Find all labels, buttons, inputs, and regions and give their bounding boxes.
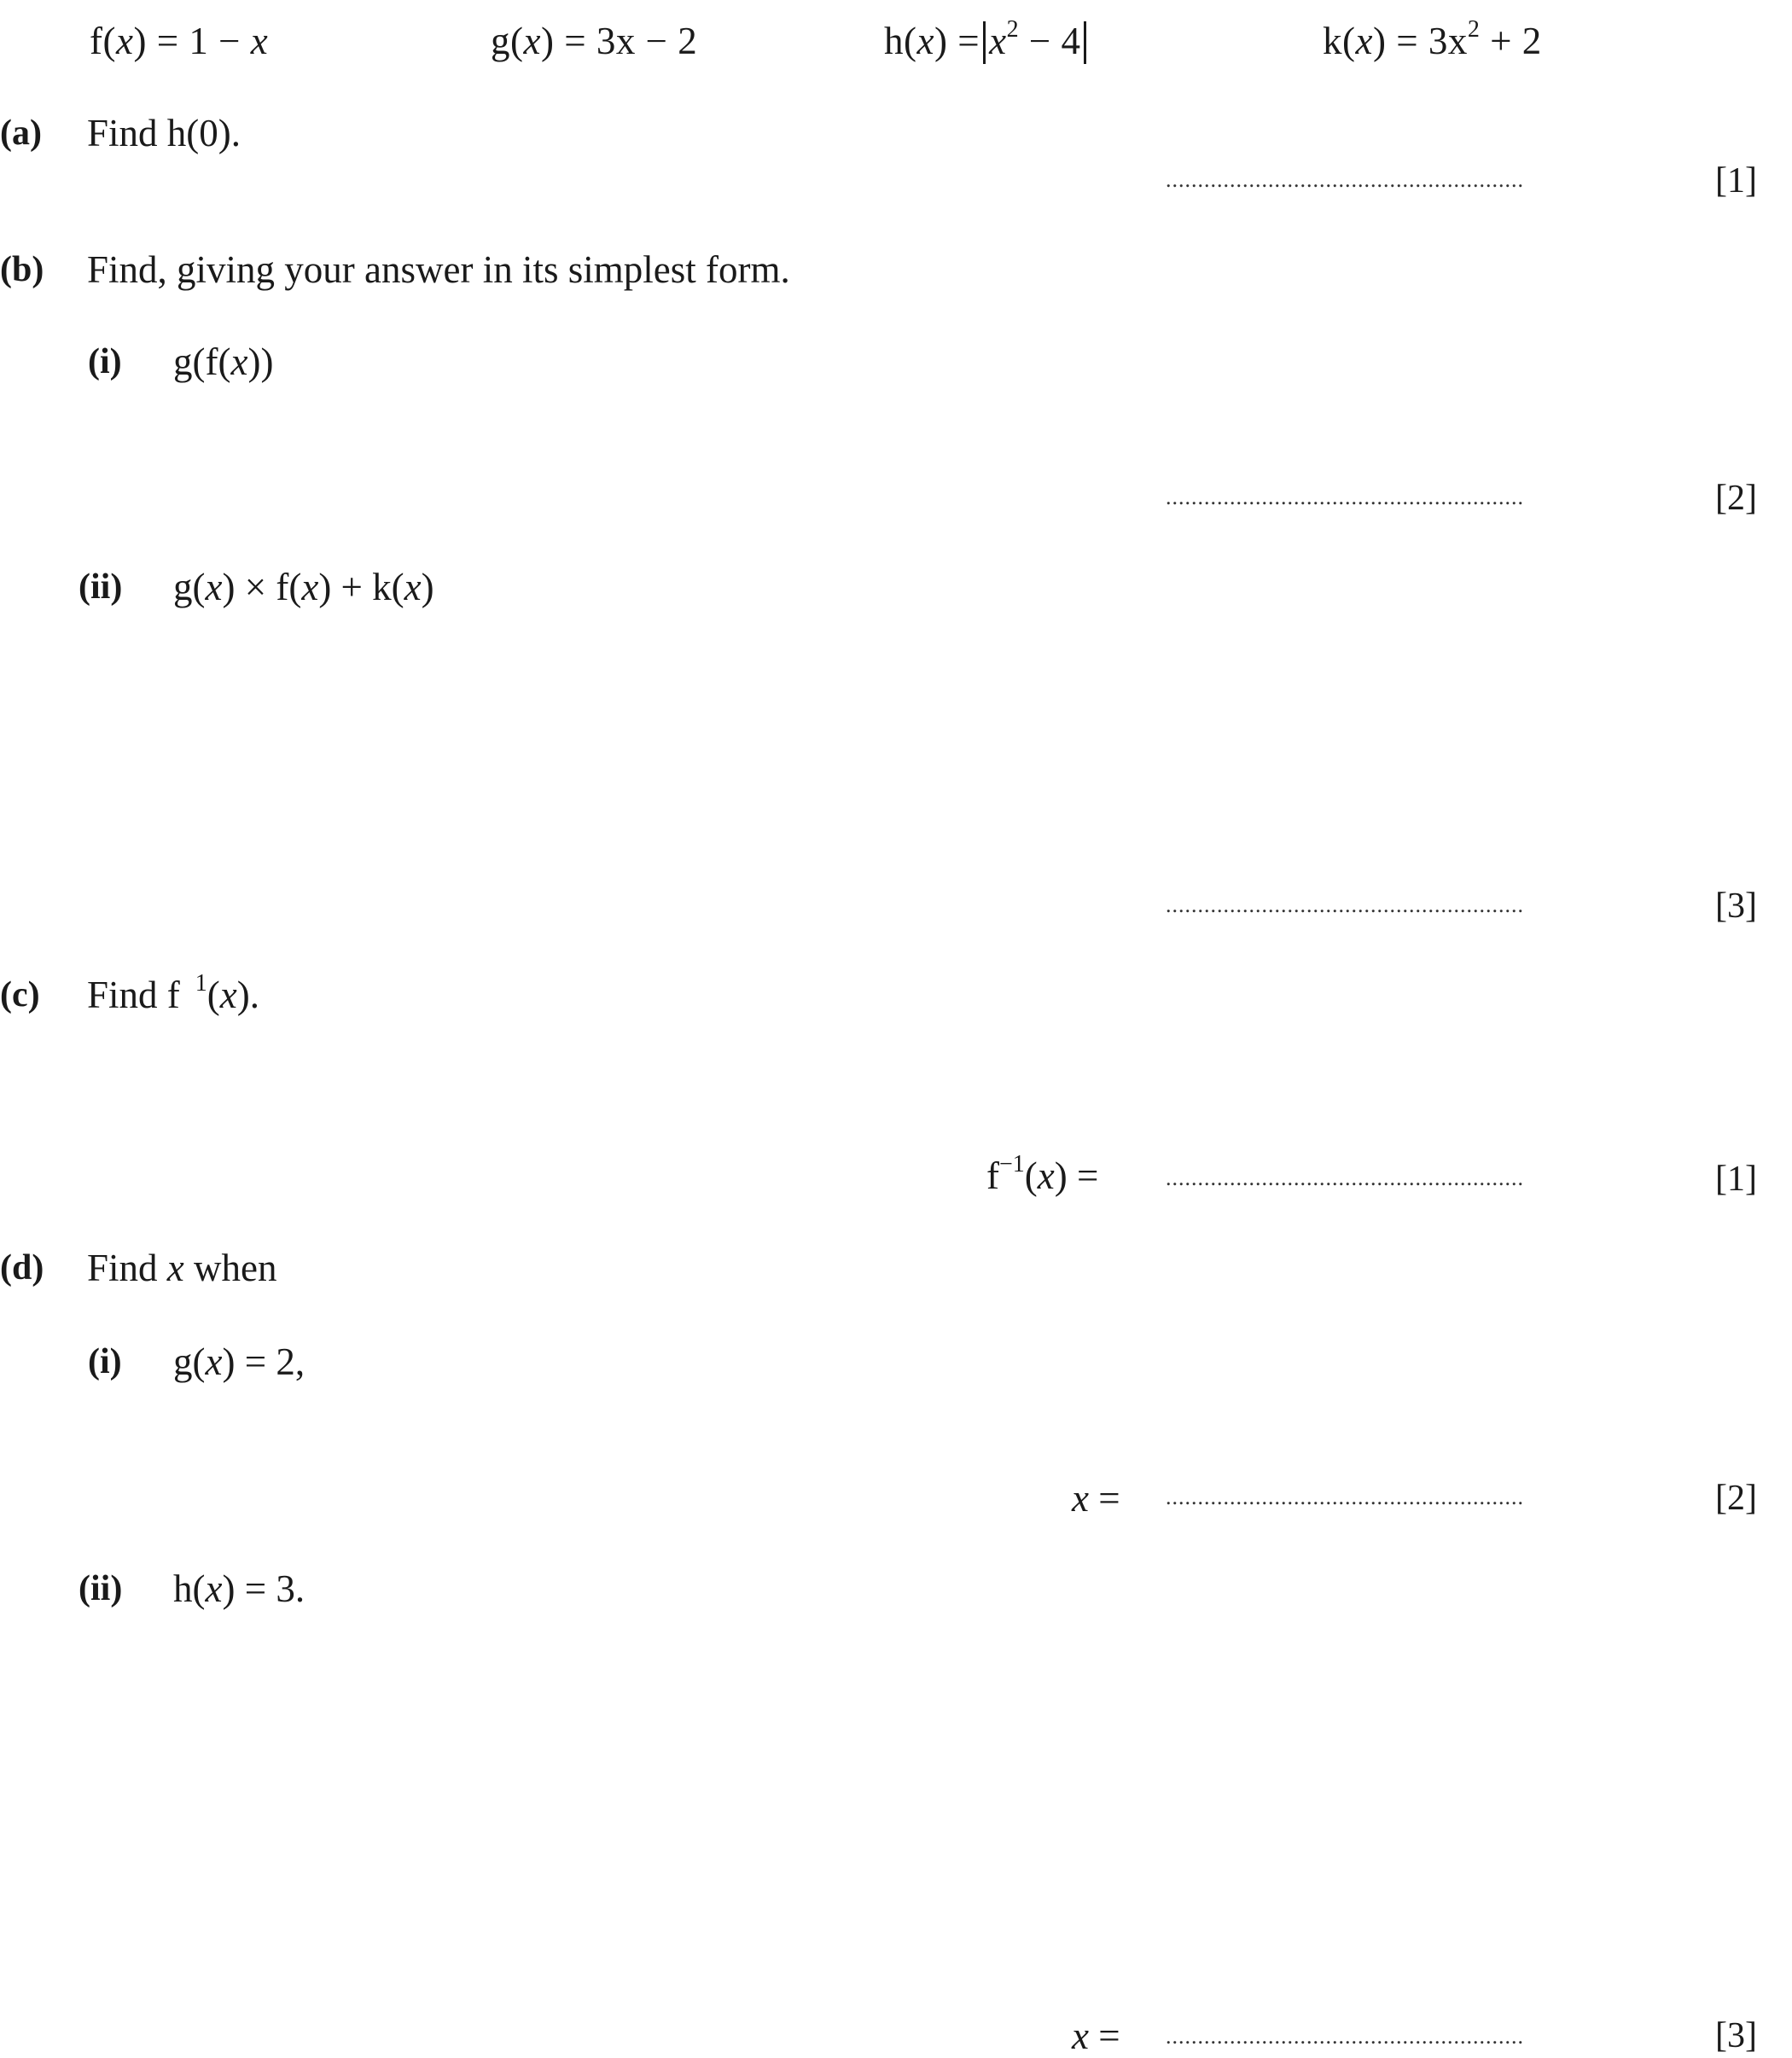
part-d-i-answer-line[interactable]: ........................................................	[1166, 1485, 1524, 1509]
part-c-marks: [1]	[1715, 1160, 1757, 1199]
function-h-definition: $h(x) = x^2 - 4$	[884, 19, 1090, 64]
part-d-ii-marks: [3]	[1715, 2016, 1757, 2055]
part-c-label: (c)	[0, 975, 40, 1014]
part-d-question: Find x when	[87, 1247, 277, 1289]
part-b-ii-expression: g(x) × f(x) + k(x)	[173, 566, 434, 608]
part-b-i-label: (i)	[88, 342, 122, 381]
absolute-value-bar-right	[1084, 21, 1086, 64]
part-b-question: Find, giving your answer in its simplest form.	[87, 248, 790, 291]
part-a-answer-line[interactable]: ........................................................	[1166, 167, 1524, 192]
part-b-label: (b)	[0, 250, 44, 289]
part-c-question: Find f $^1$(x).	[87, 970, 259, 1016]
part-b-ii-label: (ii)	[79, 567, 123, 607]
function-k-definition: $k(x) = 3x^2 + 2$	[1323, 16, 1542, 62]
part-b-ii-answer-line[interactable]: ........................................................	[1166, 892, 1524, 917]
part-c-answer-prefix: $f^{-1}(x)$ =	[986, 1151, 1099, 1197]
part-d-i-answer-prefix: x =	[1072, 1477, 1120, 1520]
part-d-label: (d)	[0, 1248, 44, 1288]
part-b-ii-marks: [3]	[1715, 887, 1757, 926]
part-d-ii-label: (ii)	[79, 1569, 123, 1608]
part-d-i-label: (i)	[88, 1342, 122, 1381]
part-c-answer-line[interactable]: ........................................................	[1166, 1166, 1524, 1190]
part-d-i-expression: g(x) = 2,	[173, 1340, 305, 1383]
part-b-i-answer-line[interactable]: ........................................................	[1166, 485, 1524, 509]
function-g-definition: g(x) = 3x − 2	[491, 20, 698, 62]
part-b-i-marks: [2]	[1715, 479, 1757, 518]
part-a-question: Find h(0).	[87, 112, 241, 154]
part-a-label: (a)	[0, 113, 42, 153]
part-d-ii-answer-prefix: x =	[1072, 2014, 1120, 2057]
part-a-marks: [1]	[1715, 161, 1757, 201]
part-d-ii-answer-line[interactable]: ........................................................	[1166, 2024, 1524, 2049]
part-b-i-expression: g(f(x))	[173, 340, 274, 383]
absolute-value-bar-left	[983, 21, 986, 64]
function-f-definition: f(x) = 1 − x	[90, 20, 269, 62]
part-d-i-marks: [2]	[1715, 1479, 1757, 1518]
part-d-ii-expression: h(x) = 3.	[173, 1567, 305, 1610]
